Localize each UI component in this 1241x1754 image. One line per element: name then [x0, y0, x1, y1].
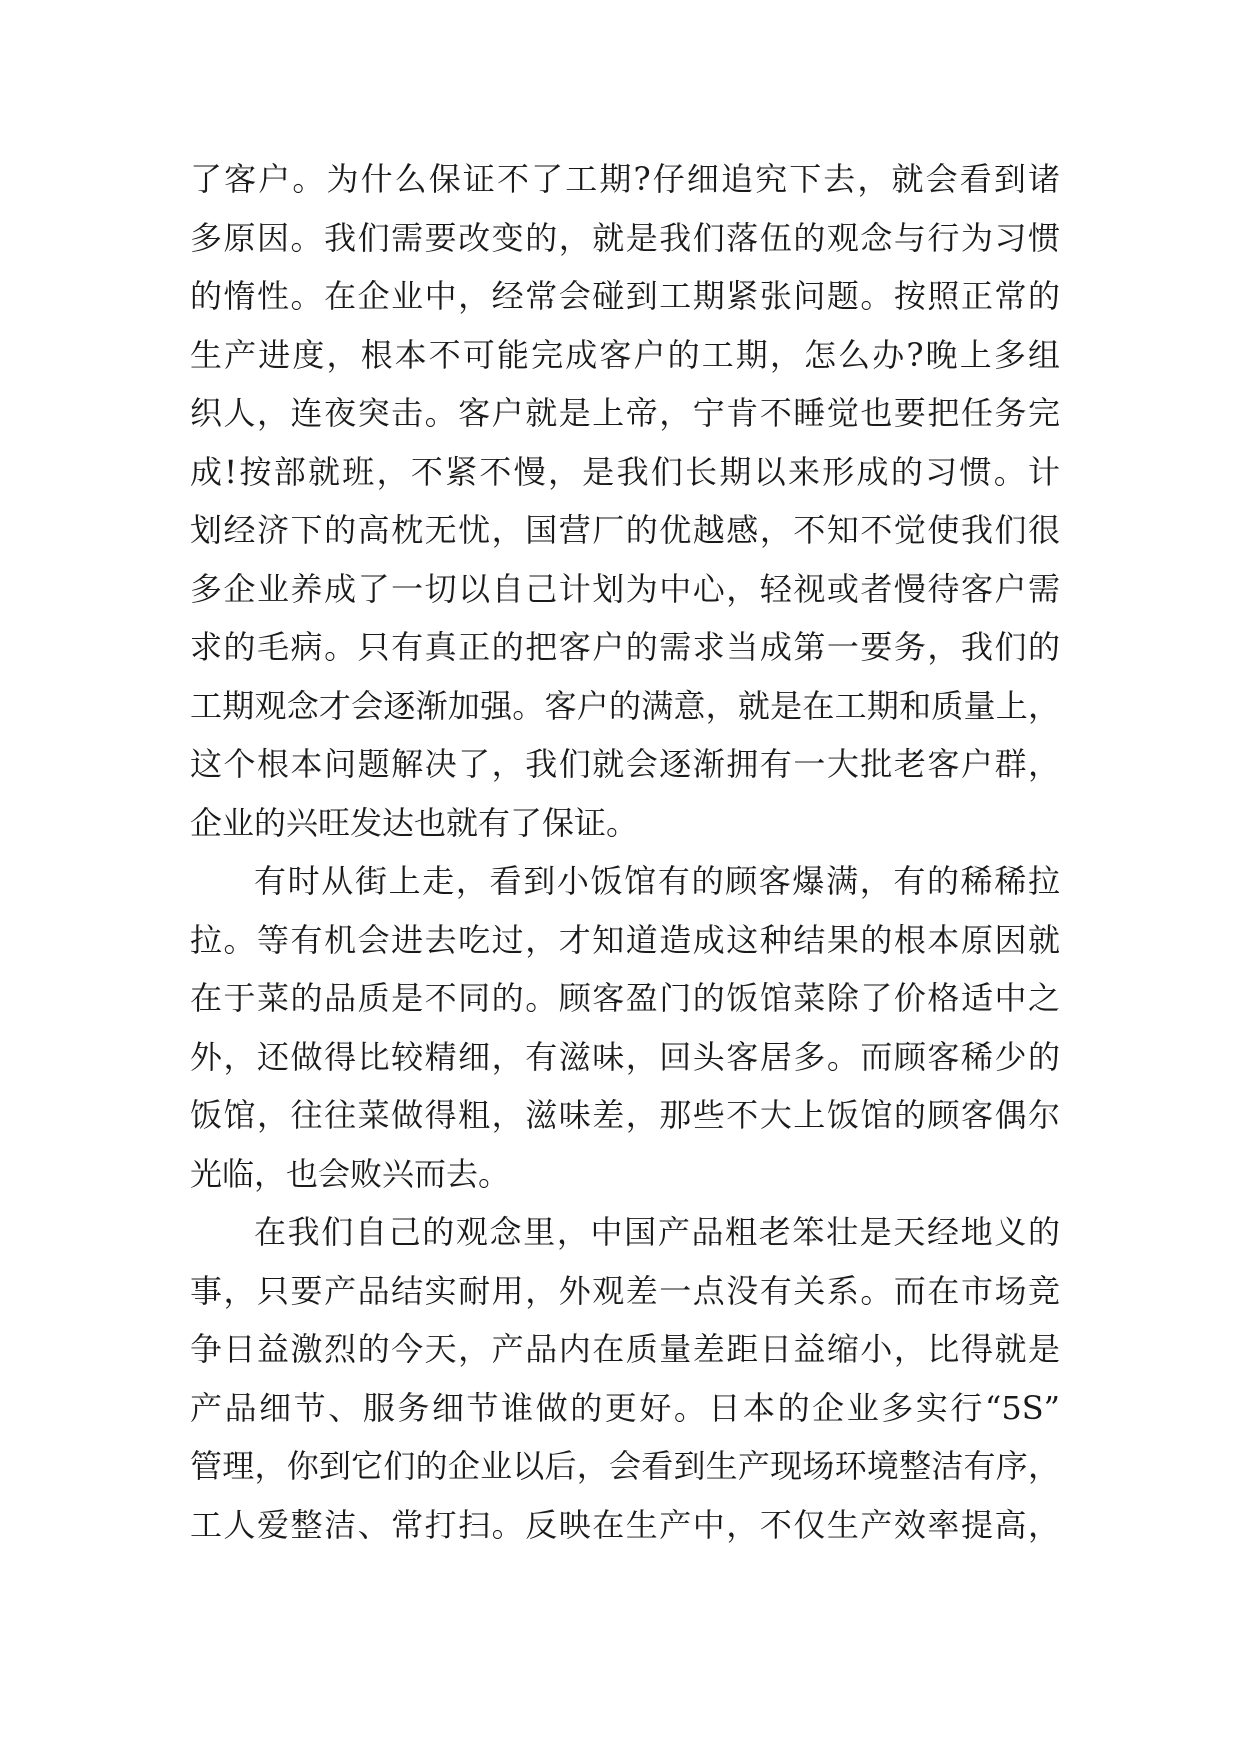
- text-line: 企业的兴旺发达也就有了保证。: [190, 803, 639, 842]
- text-line: 工期观念才会逐渐加强。客户的满意，就是在工期和质量上，: [190, 686, 1060, 725]
- text-line: 划经济下的高枕无忧，国营厂的优越感，不知不觉使我们很: [190, 511, 1060, 549]
- text-line: 工人爱整洁、常打扫。反映在生产中，不仅生产效率提高，: [190, 1505, 1060, 1544]
- text-line: 织人，连夜突击。客户就是上帝，宁肯不睡觉也要把任务完: [190, 394, 1060, 432]
- text-line: 成!按部就班，不紧不慢，是我们长期以来形成的习惯。计: [190, 452, 1060, 491]
- document-body: [190, 150, 1060, 1554]
- text-line: 求的毛病。只有真正的把客户的需求当成第一要务，我们的: [190, 628, 1060, 666]
- text-line: 争日益激烈的今天，产品内在质量差距日益缩小，比得就是: [190, 1330, 1060, 1368]
- text-line: 事，只要产品结实耐用，外观差一点没有关系。而在市场竞: [190, 1271, 1060, 1310]
- text-line: 这个根本问题解决了，我们就会逐渐拥有一大批老客户群，: [190, 745, 1060, 783]
- text-line: 饭馆，往往菜做得粗，滋味差，那些不大上饭馆的顾客偶尔: [190, 1096, 1060, 1134]
- text-line: 有时从街上走，看到小饭馆有的顾客爆满，有的稀稀拉: [254, 862, 1060, 900]
- text-line: 生产进度，根本不可能完成客户的工期，怎么办?晚上多组: [190, 335, 1060, 374]
- text-line: 产品细节、服务细节谁做的更好。日本的企业多实行“5S”: [190, 1388, 1060, 1427]
- text-line: 管理，你到它们的企业以后，会看到生产现场环境整洁有序，: [190, 1447, 1060, 1485]
- text-line: 外，还做得比较精细，有滋味，回头客居多。而顾客稀少的: [190, 1037, 1060, 1076]
- text-line: 的惰性。在企业中，经常会碰到工期紧张问题。按照正常的: [190, 277, 1060, 315]
- text-line: 了客户。为什么保证不了工期?仔细追究下去，就会看到诸: [190, 160, 1060, 198]
- text-line: 在我们自己的观念里，中国产品粗老笨壮是天经地义的: [254, 1213, 1060, 1251]
- text-line: 多企业养成了一切以自己计划为中心，轻视或者慢待客户需: [190, 569, 1060, 608]
- text-line: 拉。等有机会进去吃过，才知道造成这种结果的根本原因就: [190, 920, 1060, 959]
- text-line: 多原因。我们需要改变的，就是我们落伍的观念与行为习惯: [190, 218, 1060, 257]
- text-line: 光临，也会败兴而去。: [190, 1154, 511, 1193]
- text-line: 在于菜的品质是不同的。顾客盈门的饭馆菜除了价格适中之: [190, 979, 1060, 1017]
